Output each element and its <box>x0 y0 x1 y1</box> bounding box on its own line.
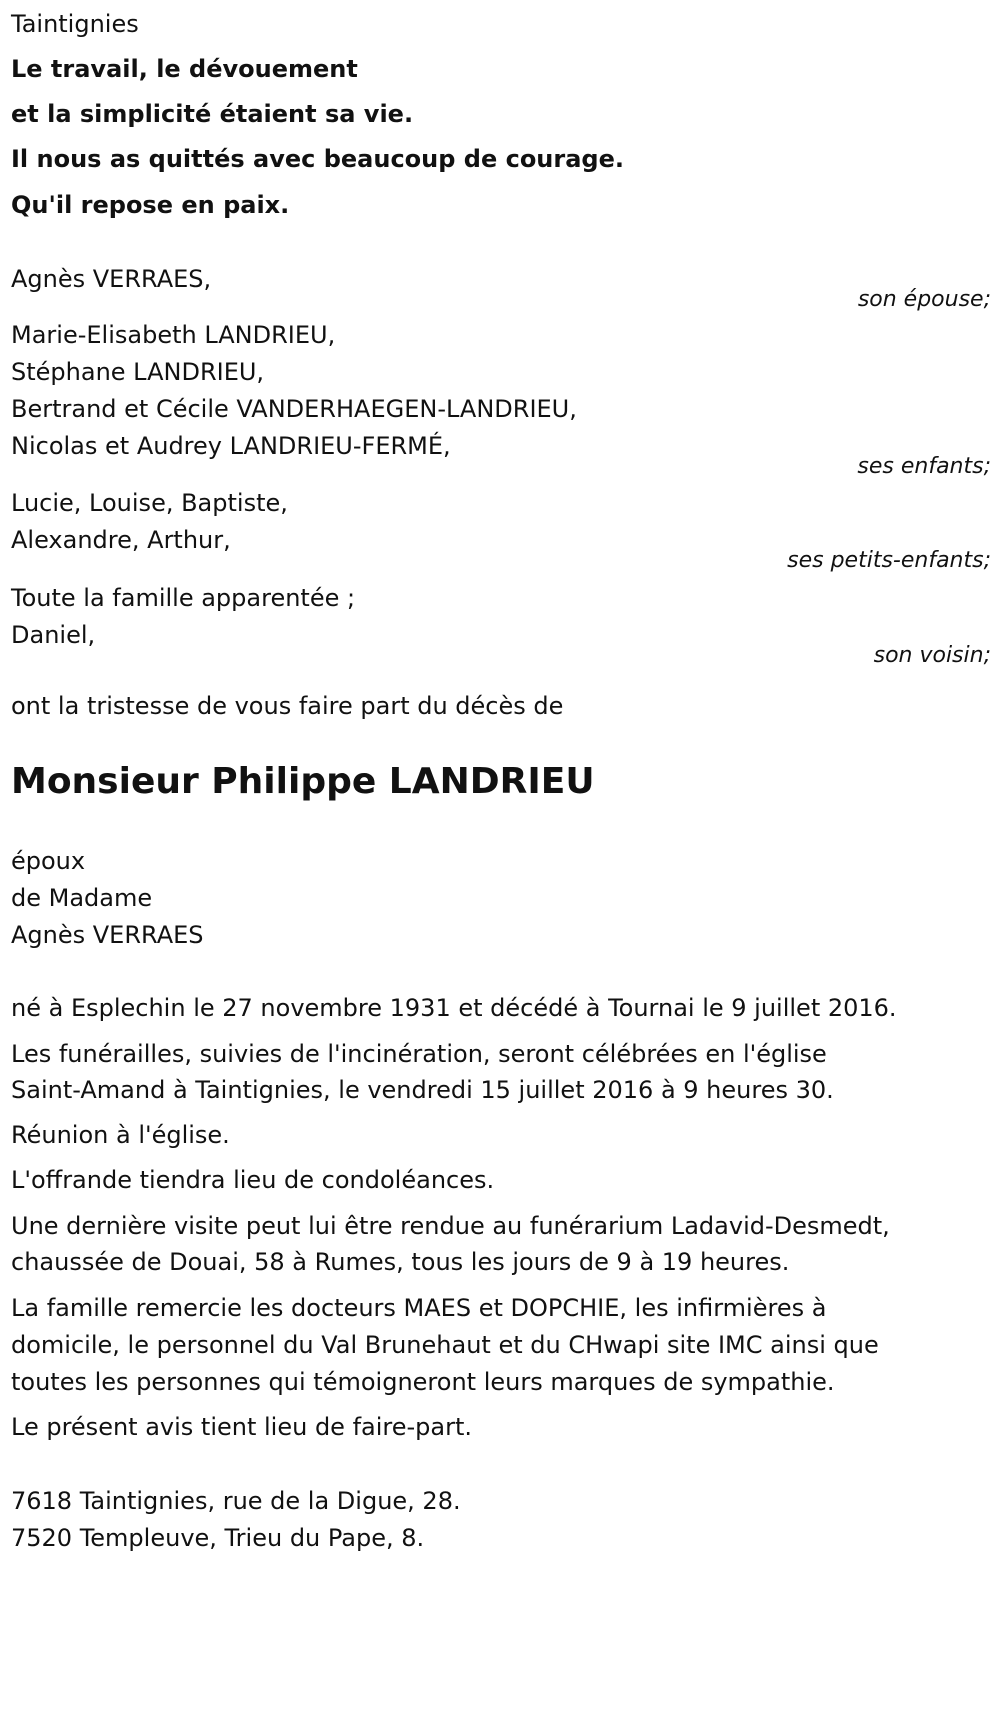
visit-text: Une dernière visite peut lui être rendue au funérarium Ladavid-Desmedt, <box>11 1212 890 1240</box>
visit-text: chaussée de Douai, 58 à Rumes, tous les jours de 9 à 19 heures. <box>11 1248 790 1276</box>
child-name: Stéphane LANDRIEU, <box>11 358 265 386</box>
address-line: 7618 Taintignies, rue de la Digue, 28. <box>11 1487 461 1515</box>
grandchildren-names: Lucie, Louise, Baptiste, <box>11 489 288 517</box>
place-heading: Taintignies <box>11 10 139 38</box>
deceased-name: Monsieur Philippe LANDRIEU <box>11 761 595 802</box>
epitaph-line: Il nous as quittés avec beaucoup de courage. <box>11 145 624 173</box>
epitaph-line: Qu'il repose en paix. <box>11 191 290 219</box>
spouse-name: Agnès VERRAES, <box>11 265 212 293</box>
child-name: Bertrand et Cécile VANDERHAEGEN-LANDRIEU, <box>11 395 577 423</box>
relation-line: de Madame <box>11 884 153 912</box>
relation-line: époux <box>11 847 86 875</box>
neighbour-name: Daniel, <box>11 621 96 649</box>
thanks-text: domicile, le personnel du Val Brunehaut et du CHwapi site IMC ainsi que <box>11 1331 879 1359</box>
grandchildren-names: Alexandre, Arthur, <box>11 526 231 554</box>
funeral-text: Saint-Amand à Taintignies, le vendredi 15 juillet 2016 à 9 heures 30. <box>11 1076 834 1104</box>
grandchildren-role: ses petits-enfants; <box>787 548 991 573</box>
neighbour-role: son voisin; <box>873 643 991 668</box>
birth-death-text: né à Esplechin le 27 novembre 1931 et décédé à Tournai le 9 juillet 2016. <box>11 994 897 1022</box>
meeting-text: Réunion à l'église. <box>11 1121 230 1149</box>
thanks-text: La famille remercie les docteurs MAES et DOPCHIE, les infirmières à <box>11 1294 827 1322</box>
child-name: Marie-Elisabeth LANDRIEU, <box>11 321 336 349</box>
spouse-role: son épouse; <box>857 287 991 312</box>
child-name: Nicolas et Audrey LANDRIEU-FERMÉ, <box>11 432 451 460</box>
funeral-text: Les funérailles, suivies de l'incinération, seront célébrées en l'église <box>11 1040 827 1068</box>
epitaph-line: Le travail, le dévouement <box>11 55 358 83</box>
offering-text: L'offrande tiendra lieu de condoléances. <box>11 1166 495 1194</box>
children-role: ses enfants; <box>857 454 991 479</box>
family-line: Toute la famille apparentée ; <box>11 584 356 612</box>
address-line: 7520 Templeuve, Trieu du Pape, 8. <box>11 1524 425 1552</box>
relation-line: Agnès VERRAES <box>11 921 204 949</box>
thanks-text: toutes les personnes qui témoigneront leurs marques de sympathie. <box>11 1368 835 1396</box>
epitaph-line: et la simplicité étaient sa vie. <box>11 100 414 128</box>
announcement-text: ont la tristesse de vous faire part du décès de <box>11 692 564 720</box>
notice-text: Le présent avis tient lieu de faire-part. <box>11 1413 473 1441</box>
